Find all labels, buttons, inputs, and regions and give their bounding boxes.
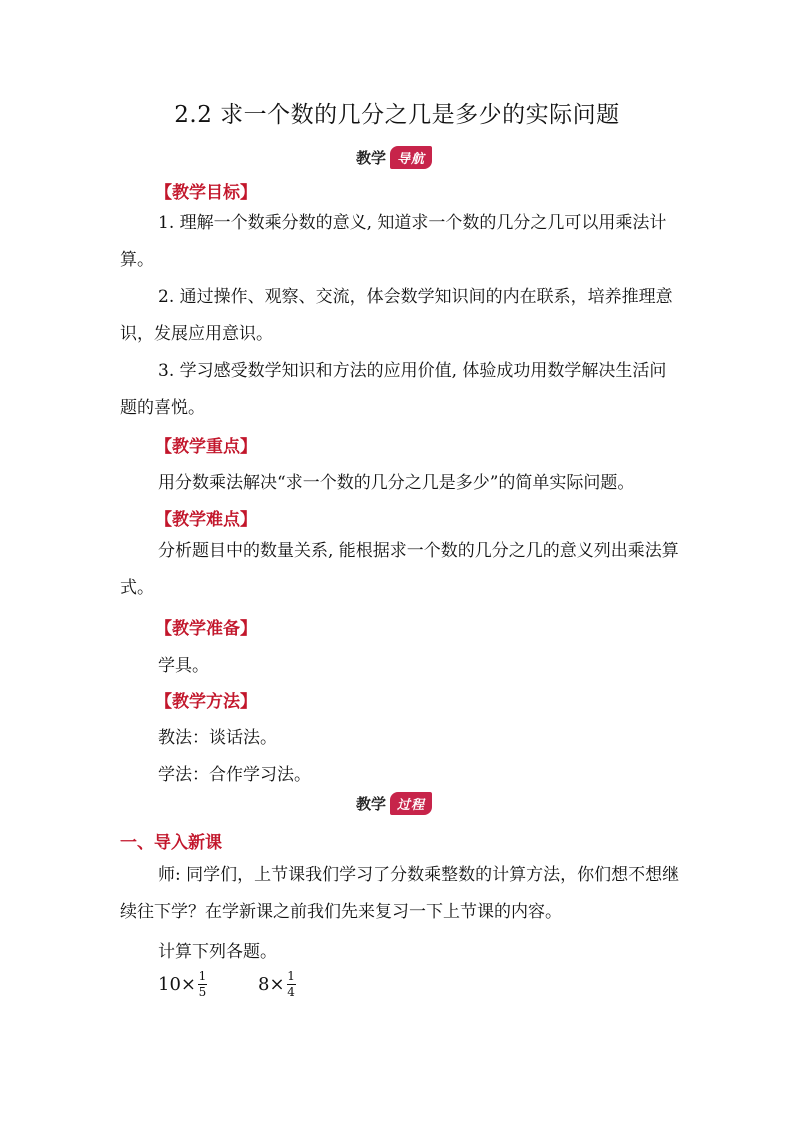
multiply-sign: × [180,974,196,995]
exercise-2-fraction [287,970,296,999]
nav-badge-label: 教学 [356,148,387,167]
page-title: 2.2 求一个数的几分之几是多少的实际问题 [174,102,620,128]
goals-heading: 【教学目标】 [155,183,257,203]
exercise-2-whole: 8 [258,974,270,995]
difficulties-text: 分析题目中的数量关系, 能根据求一个数的几分之几的意义列出乘法算式。 [120,541,679,598]
methods-heading: 【教学方法】 [155,692,257,712]
section-1-dialogue: 师: 同学们，上节课我们学习了分数乘整数的计算方法，你们想不想继续往下学？在学新课之前我们先来复习一下上节课的内容。 [120,865,680,922]
process-badge-tag: 过程 [390,792,432,815]
fraction-denominator: 4 [287,985,295,999]
section-1-title: 一、导入新课 [120,833,222,853]
key-points-heading: 【教学重点】 [155,437,257,457]
fraction-numerator: 1 [287,969,295,983]
fraction-numerator: 1 [198,969,207,983]
exercise-row [158,970,458,1010]
exercise-2 [258,970,296,999]
exercise-1 [158,970,207,999]
process-badge-label: 教学 [356,794,387,813]
section-1-instruction: 计算下列各题。 [158,942,277,962]
methods-teach: 教法：谈话法。 [158,728,277,748]
key-points-text: 用分数乘法解决“求一个数的几分之几是多少”的简单实际问题。 [158,473,635,493]
multiply-sign: × [269,974,285,995]
exercise-1-whole: 10 [158,974,181,995]
goal-item-3: 3. 学习感受数学知识和方法的应用价值, 体验成功用数学解决生活问题的喜悦。 [120,361,667,418]
preparation-text: 学具。 [158,656,209,676]
nav-badge [352,146,432,168]
goal-item-2: 2. 通过操作、观察、交流，体会数学知识间的内在联系，培养推理意识，发展应用意识。 [120,287,673,344]
nav-badge-tag: 导航 [390,146,432,169]
fraction-denominator: 5 [198,985,207,999]
difficulties-heading: 【教学难点】 [155,510,257,530]
methods-learn: 学法：合作学习法。 [158,765,311,785]
preparation-heading: 【教学准备】 [155,619,257,639]
goal-item-1: 1. 理解一个数乘分数的意义, 知道求一个数的几分之几可以用乘法计算。 [120,213,667,270]
exercise-1-fraction [198,970,207,999]
process-badge [352,792,432,814]
